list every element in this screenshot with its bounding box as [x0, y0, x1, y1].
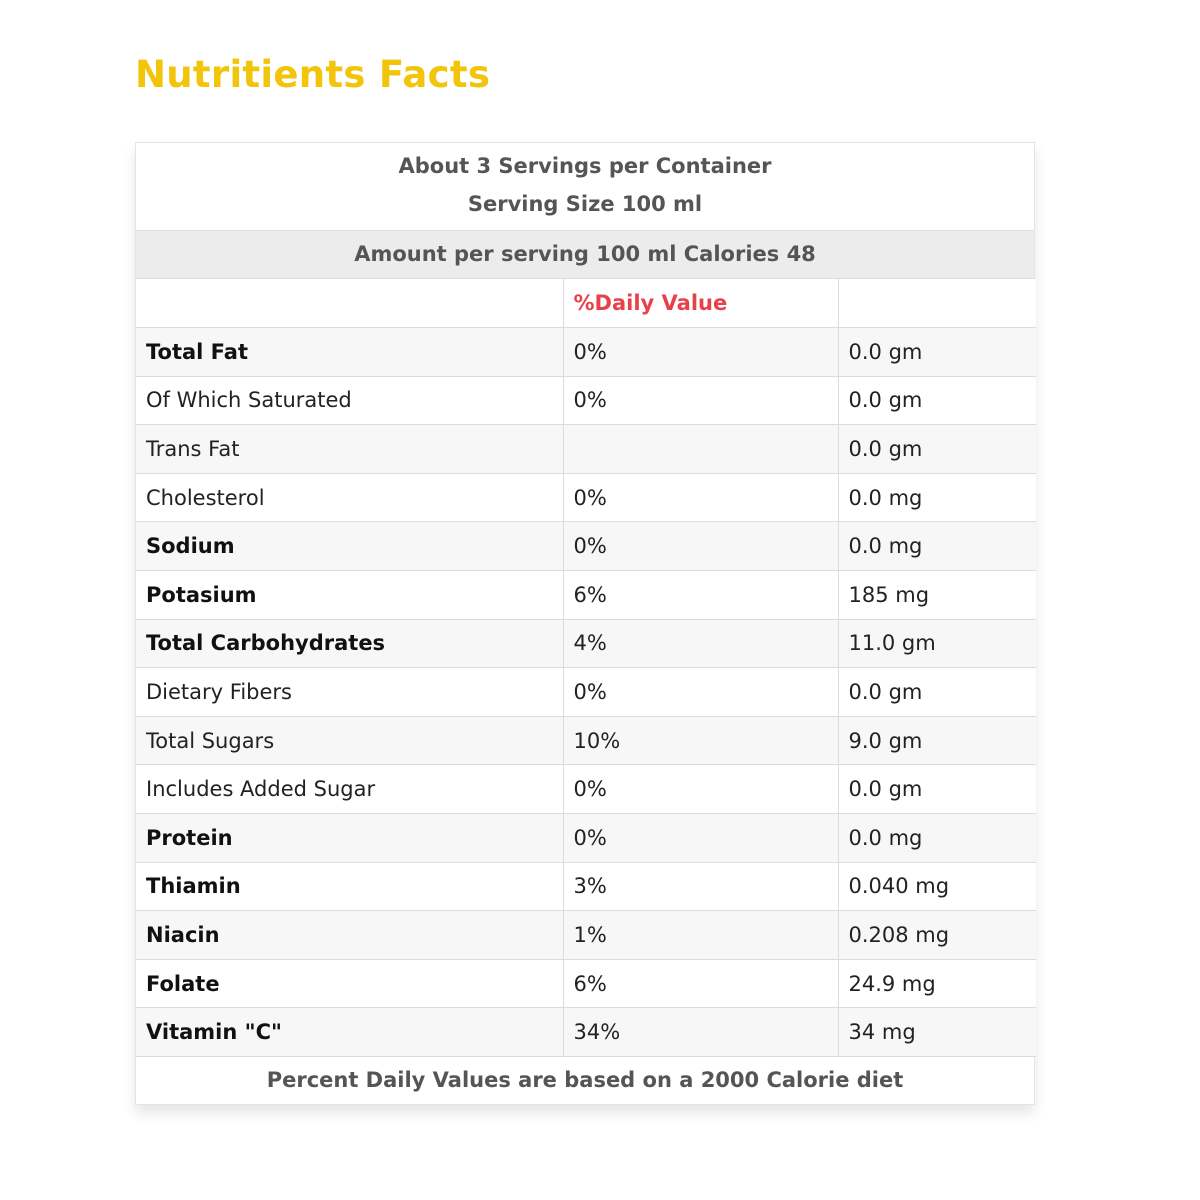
header-cell-daily-value: %Daily Value [563, 279, 838, 328]
table-row [136, 959, 1036, 1008]
table-row [136, 328, 1036, 377]
nutrient-name: Of Which Saturated [136, 376, 563, 425]
header-cell-amount [838, 279, 1036, 328]
daily-value-percent: 0% [563, 522, 838, 571]
table-row [136, 376, 1036, 425]
daily-value-percent: 0% [563, 376, 838, 425]
daily-value-percent: 0% [563, 668, 838, 717]
amount-per-serving: Amount per serving 100 ml Calories 48 [136, 231, 1034, 279]
nutrient-name: Sodium [136, 522, 563, 571]
daily-value-percent: 6% [563, 959, 838, 1008]
daily-value-percent: 4% [563, 619, 838, 668]
nutrient-name: Thiamin [136, 862, 563, 911]
daily-value-percent: 0% [563, 473, 838, 522]
page-title: Nutritients Facts [135, 53, 491, 96]
nutrient-amount: 0.0 mg [838, 473, 1036, 522]
nutrient-amount: 0.0 mg [838, 522, 1036, 571]
table-row [136, 862, 1036, 911]
table-header-row [136, 279, 1036, 328]
nutrient-name: Cholesterol [136, 473, 563, 522]
daily-value-percent: 0% [563, 328, 838, 377]
daily-value-percent: 6% [563, 571, 838, 620]
table-row [136, 473, 1036, 522]
daily-value-percent: 0% [563, 765, 838, 814]
daily-value-percent: 1% [563, 911, 838, 960]
table-row [136, 765, 1036, 814]
nutrient-name: Vitamin "C" [136, 1008, 563, 1057]
nutrition-table [136, 279, 1036, 1057]
nutrient-name: Trans Fat [136, 425, 563, 474]
nutrient-name: Total Sugars [136, 716, 563, 765]
nutrition-table-body [136, 279, 1036, 1057]
table-row [136, 716, 1036, 765]
nutrient-name: Dietary Fibers [136, 668, 563, 717]
nutrition-facts-panel [135, 142, 1035, 1105]
nutrient-amount: 24.9 mg [838, 959, 1036, 1008]
servings-header [136, 143, 1034, 231]
daily-value-percent: 0% [563, 814, 838, 863]
serving-size: Serving Size 100 ml [467, 192, 703, 216]
nutrient-amount: 0.0 gm [838, 765, 1036, 814]
nutrient-amount: 185 mg [838, 571, 1036, 620]
nutrient-amount: 9.0 gm [838, 716, 1036, 765]
nutrient-amount: 0.0 mg [838, 814, 1036, 863]
table-row [136, 911, 1036, 960]
nutrient-name: Total Carbohydrates [136, 619, 563, 668]
table-row [136, 619, 1036, 668]
nutrient-name: Folate [136, 959, 563, 1008]
daily-value-percent: 10% [563, 716, 838, 765]
footnote: Percent Daily Values are based on a 2000 Calorie diet [266, 1068, 904, 1092]
nutrient-amount: 0.040 mg [838, 862, 1036, 911]
table-row [136, 522, 1036, 571]
nutrient-amount: 0.0 gm [838, 668, 1036, 717]
nutrient-amount: 34 mg [838, 1008, 1036, 1057]
nutrient-amount: 0.208 mg [838, 911, 1036, 960]
header-cell-nutrient [136, 279, 563, 328]
nutrient-amount: 11.0 gm [838, 619, 1036, 668]
daily-value-percent: 34% [563, 1008, 838, 1057]
nutrient-name: Potasium [136, 571, 563, 620]
table-row [136, 814, 1036, 863]
nutrient-name: Includes Added Sugar [136, 765, 563, 814]
nutrient-amount: 0.0 gm [838, 376, 1036, 425]
table-row [136, 571, 1036, 620]
table-row [136, 1008, 1036, 1057]
table-row [136, 425, 1036, 474]
nutrient-amount: 0.0 gm [838, 425, 1036, 474]
table-row [136, 668, 1036, 717]
daily-value-percent [563, 425, 838, 474]
nutrient-name: Niacin [136, 911, 563, 960]
daily-value-percent: 3% [563, 862, 838, 911]
servings-per-container: About 3 Servings per Container [398, 154, 772, 178]
nutrient-amount: 0.0 gm [838, 328, 1036, 377]
nutrient-name: Protein [136, 814, 563, 863]
nutrient-name: Total Fat [136, 328, 563, 377]
